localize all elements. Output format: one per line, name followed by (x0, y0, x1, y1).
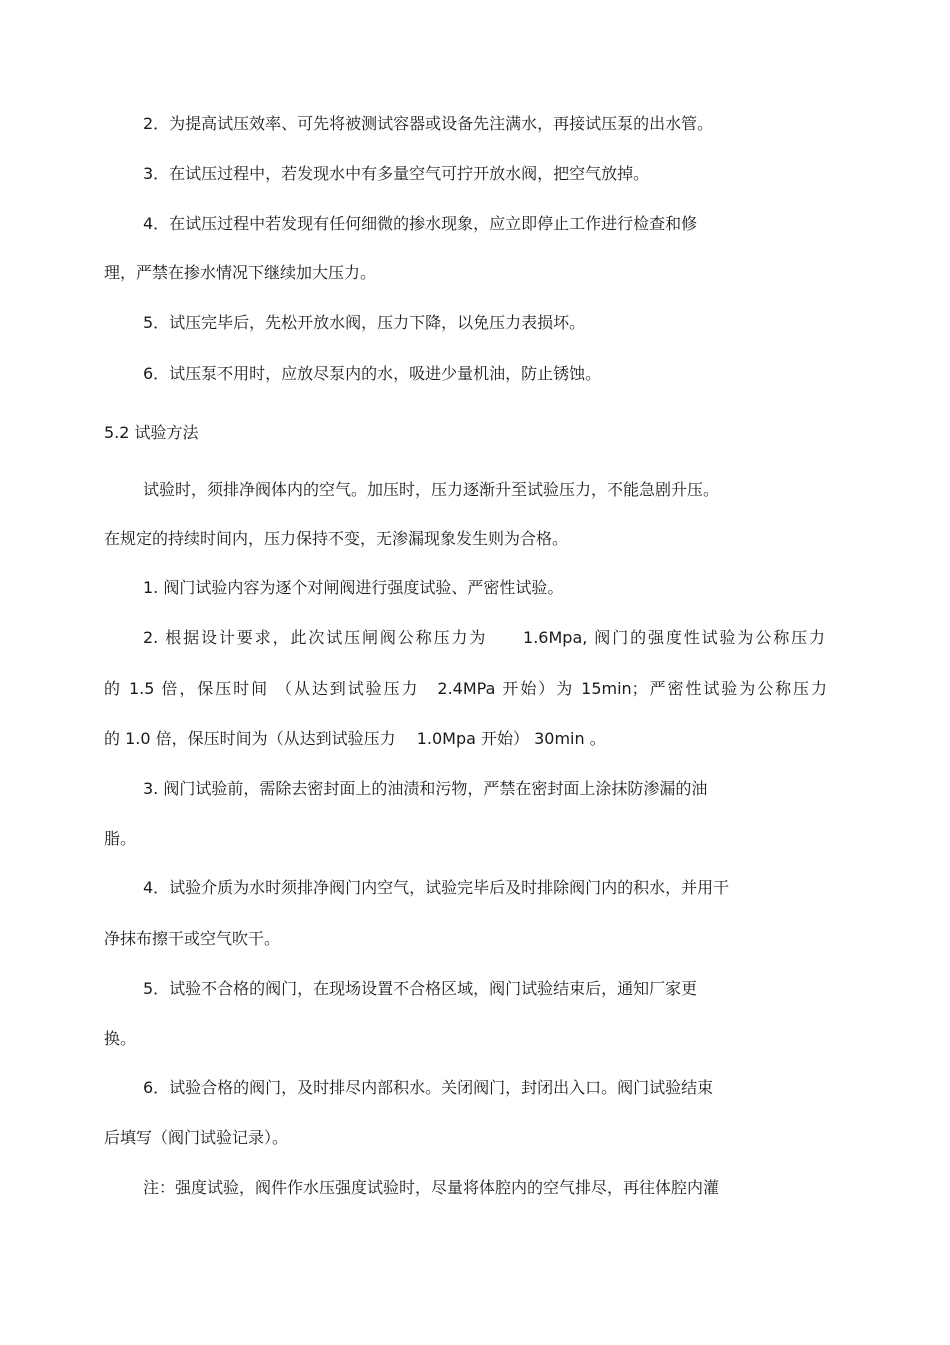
text-line-22: 注：强度试验，阀件作水压强度试验时，尽量将体腔内的空气排尽，再往体腔内灌 (143, 1178, 720, 1197)
text-line-16: 4．试验介质为水时须排净阀门内空气，试验完毕后及时排除阀门内的积水，并用干 (143, 878, 730, 897)
text-line-10: 1. 阀门试验内容为逐个对闸阀进行强度试验、严密性试验。 (143, 578, 564, 597)
text-line-20: 6．试验合格的阀门，及时排尽内部积水。关闭阀门，封闭出入口。阀门试验结束 (143, 1078, 714, 1097)
text-line-14: 3. 阀门试验前，需除去密封面上的油渍和污物，严禁在密封面上涂抹防渗漏的油 (143, 779, 708, 798)
text-line-6: 6．试压泵不用时，应放尽泵内的水，吸进少量机油，防止锈蚀。 (143, 364, 602, 383)
text-line-11: 2. 根据设计要求，此次试压闸阀公称压力为 1.6Mpa, 阀门的强度性试验为公称压力 (143, 628, 825, 647)
text-line-12: 的 1.5 倍，保压时间 （从达到试验压力 2.4MPa 开始）为 15min；严密性试验为公称压力 (104, 679, 827, 698)
text-line-8: 试验时，须排净阀体内的空气。加压时，压力逐渐升至试验压力，不能急剧升压。 (143, 480, 720, 499)
text-line-19: 换。 (104, 1029, 137, 1048)
text-line-13: 的 1.0 倍，保压时间为（从达到试验压力 1.0Mpa 开始） 30min 。 (104, 729, 606, 748)
text-line-21: 后填写（阀门试验记录）。 (104, 1128, 289, 1147)
section-heading: 5.2 试验方法 (104, 423, 199, 442)
text-line-1: 2．为提高试压效率、可先将被测试容器或设备先注满水，再接试压泵的出水管。 (143, 114, 714, 133)
text-line-4: 理，严禁在掺水情况下继续加大压力。 (104, 263, 377, 282)
text-line-5: 5．试压完毕后，先松开放水阀，压力下降，以免压力表损坏。 (143, 313, 586, 332)
text-line-2: 3．在试压过程中，若发现水中有多量空气可拧开放水阀，把空气放掉。 (143, 164, 650, 183)
text-line-15: 脂。 (104, 829, 137, 848)
text-line-3: 4．在试压过程中若发现有任何细微的掺水现象，应立即停止工作进行检查和修 (143, 214, 698, 233)
text-line-9: 在规定的持续时间内，压力保持不变，无渗漏现象发生则为合格。 (104, 529, 569, 548)
text-line-17: 净抹布擦干或空气吹干。 (104, 929, 281, 948)
text-line-18: 5．试验不合格的阀门，在现场设置不合格区域，阀门试验结束后，通知厂家更 (143, 979, 698, 998)
